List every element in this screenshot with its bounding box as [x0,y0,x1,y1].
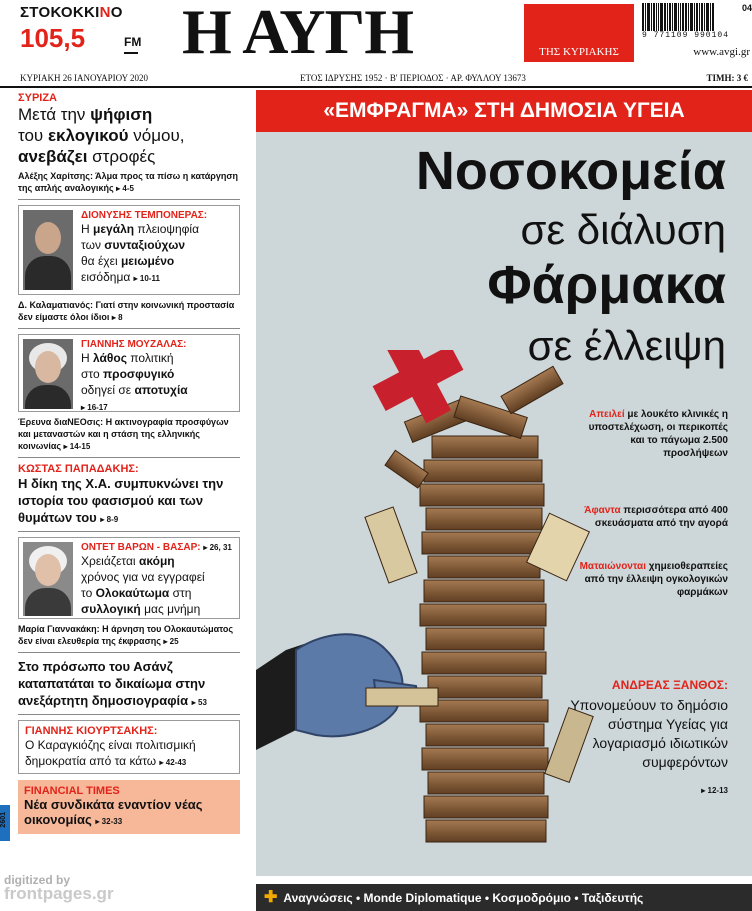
page-ref: ▸ 8-9 [100,515,119,524]
page-ref: ▸ 53 [191,698,207,707]
portrait-photo [23,210,73,290]
story-mouzalas[interactable] [18,334,240,412]
page-ref: ▸ 10-11 [133,274,160,283]
newspaper-logo[interactable]: Η ΑΥΓΗ [182,0,413,67]
divider [18,714,240,715]
story-headline: Η λάθος πολιτική στο προσφυγικό οδηγεί σε αποτυχία ▸ 16-17 [81,351,188,412]
page-ref: ▸ 8 [111,313,123,322]
barcode-bars [642,3,738,31]
story-syriza[interactable] [18,92,240,194]
story-subline[interactable]: Δ. Καλαματιανός: Γιατί στην κοινωνική προστασία δεν είμαστε όλοι ίδιοι ▸ 8 [18,300,235,322]
divider [18,531,240,532]
website-link[interactable]: www.avgi.gr [693,46,750,58]
story-headline: Νέα συνδικάτα εναντίον νέας οικονομίας ▸ 32-33 [24,797,203,827]
story-subline[interactable]: Μαρία Γιαννακάκη: Η άρνηση του Ολοκαυτώματος δεν είναι ελευθερία της έκφρασης ▸ 25 [18,624,234,646]
story-kiourtsakis[interactable] [18,720,240,774]
radio-frequency: 105,5 [20,23,86,53]
barcode-number: 9 771109 990104 [642,31,730,40]
story-kicker: ΟΝΤΕΤ ΒΑΡΩΝ - ΒΑΣΑΡ: ▸ 26, 31 [81,542,232,553]
page-ref: ▸ 16-17 [81,403,108,412]
story-headline: Μετά την ψήφιση του εκλογικού νόμου, ανεβάζει στροφές [18,105,185,166]
page-ref: ▸ 42-43 [159,758,187,767]
supplements-bar[interactable] [256,884,752,911]
radio-ad[interactable] [20,4,140,64]
spine-number: 2601 [0,812,7,828]
story-kicker: ΔΙΟΝΥΣΗΣ ΤΕΜΠΟΝΕΡΑΣ: [81,210,208,221]
page-ref: ▸ 25 [163,637,179,646]
cover-headline-2: σε διάλυση [520,206,726,253]
story-kicker: ΣΥΡΙΖΑ [18,92,57,104]
edition-label: ΤΗΣ ΚΥΡΙΑΚΗΣ [539,46,619,58]
story-varon-vassar[interactable] [18,537,240,619]
issue-date: ΚΥΡΙΑΚΗ 26 ΙΑΝΟΥΑΡΙΟΥ 2020 [20,73,149,83]
quote-text: Υπονομεύουν το δημόσιο σύστημα Υγείας για λογαριασμό ιδιωτικών συμφερόντων [570,697,728,770]
barcode [642,3,752,41]
cover-story[interactable] [256,90,752,876]
portrait-photo [23,542,73,616]
story-papadakis[interactable] [18,463,240,526]
page-ref: ▸ 14-15 [63,442,91,451]
story-kicker: ΚΩΣΤΑΣ ΠΑΠΑΔΑΚΗΣ: [18,463,139,475]
divider [18,652,240,653]
story-assange[interactable] [18,658,240,709]
story-headline: Χρειάζεται ακόμη χρόνος για να εγγραφεί το Ολοκαύτωμα στη συλλογική μας μνήμη [81,554,205,616]
divider [18,199,240,200]
story-kicker: FINANCIAL TIMES [24,785,120,797]
cover-band-title: «ΕΜΦΡΑΓΜΑ» ΣΤΗ ΔΗΜΟΣΙΑ ΥΓΕΙΑ [256,90,752,132]
supplements-list: Αναγνώσεις • Monde Diplomatique • Κοσμοδρόμιο • Ταξιδευτής [283,891,644,905]
page-ref: ▸ 12-13 [701,786,728,795]
left-column [18,92,240,834]
story-temponeras[interactable] [18,205,240,295]
cover-side-note-1: Απειλεί με λουκέτο κλινικές η υποστελέχωση, οι περικοπές και το πάγωμα 2.500 προσλήψεων [588,409,728,459]
cover-headline-3: Φάρμακα [487,255,726,315]
divider [18,328,240,329]
page-ref: ▸ 4-5 [116,184,134,193]
issue-meta: ΕΤΟΣ ΙΔΡΥΣΗΣ 1952 · Β' ΠΕΡΙΟΔΟΣ · ΑΡ. ΦΥΛΛΟΥ 13673 [300,73,526,83]
story-kicker: ΓΙΑΝΝΗΣ ΜΟΥΖΑΛΑΣ: [81,339,187,350]
radio-name: ΣΤΟΚΟΚΚΙΝΟ [20,4,123,21]
story-financial-times[interactable] [18,780,240,834]
radio-band: FM [124,35,142,49]
story-headline: Η δίκη της Χ.Α. συμπυκνώνει την ιστορία του φασισμού και των θυμάτων του ▸ 8-9 [18,476,224,525]
info-bar [0,70,752,88]
cover-headline-4: σε έλλειψη [527,322,726,369]
divider [18,457,240,458]
cover-side-note-3: Ματαιώνονται χημειοθεραπείες από την έλλειψη ογκολογικών φαρμάκων [579,561,728,598]
issue-price: ΤΙΜΗ: 3 € [706,73,748,83]
story-headline: Η μεγάλη πλειοψηφία των συνταξιούχων θα έχει μειωμένο εισόδημα ▸ 10-11 [81,222,200,284]
masthead [0,0,752,70]
story-subline[interactable]: Έρευνα διαΝΕΟσις: Η ακτινογραφία προσφύγων και μεταναστών και η στάση της ελληνικής κοινωνίας ▸ 14-15 [18,417,229,451]
sunday-edition-box [524,4,634,62]
barcode-issue: 04 [741,3,752,13]
cover-side-note-2: Άφαντα περισσότερα από 400 σκευάσματα από την αγορά [584,505,728,529]
story-kicker: ΑΝΔΡΕΑΣ ΞΑΝΘΟΣ: [611,678,728,692]
watermark: digitized by frontpages.gr [4,873,114,903]
cover-headline-1: Νοσοκομεία [415,141,726,201]
cover-xanthos-quote [568,678,728,795]
page-ref: ▸ 26, 31 [203,543,232,552]
radio-band-underline [124,52,138,54]
portrait-photo [23,339,73,409]
story-headline: Στο πρόσωπο του Ασάνζ καταπατάται το δικαίωμα στην ανεξάρτητη δημοσιογραφία ▸ 53 [18,659,207,708]
story-kicker: ΓΙΑΝΝΗΣ ΚΙΟΥΡΤΣΑΚΗΣ: [25,725,158,737]
story-headline: Ο Καραγκιόζης είναι πολιτισμική δημοκρατία από τα κάτω ▸ 42-43 [25,738,196,768]
plus-icon: ✚ [264,889,278,906]
story-subline: Αλέξης Χαρίτσης: Άλμα προς τα πίσω η κατάργηση της απλής αναλογικής ▸ 4-5 [18,171,239,193]
page-ref: ▸ 32-33 [95,817,123,826]
